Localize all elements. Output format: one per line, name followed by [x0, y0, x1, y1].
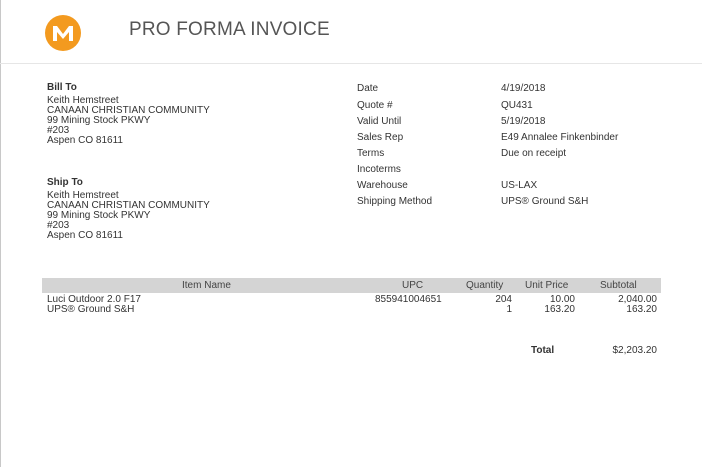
row2-unit-price: 163.20 — [544, 304, 575, 315]
warehouse-label: Warehouse — [357, 180, 408, 191]
page-left-border — [0, 0, 1, 467]
terms-label: Terms — [357, 148, 385, 159]
total-value: $2,203.20 — [612, 345, 657, 356]
sales-rep-value: E49 Annalee Finkenbinder — [501, 132, 619, 143]
row1-upc: 855941004651 — [375, 294, 442, 305]
valid-until-label: Valid Until — [357, 116, 402, 127]
sales-rep-label: Sales Rep — [357, 132, 404, 143]
quote-value: QU431 — [501, 100, 533, 111]
bill-to-section — [47, 83, 210, 146]
row1-quantity: 204 — [495, 294, 512, 305]
ship-to-city: Aspen CO 81611 — [47, 230, 123, 241]
bill-to-company: CANAAN CHRISTIAN COMMUNITY — [47, 105, 210, 116]
col-quantity: Quantity — [466, 280, 504, 291]
row2-subtotal: 163.20 — [626, 304, 657, 315]
bill-to-street: 99 Mining Stock PKWY — [47, 115, 151, 126]
ship-to-unit: #203 — [47, 220, 70, 231]
bill-to-city: Aspen CO 81611 — [47, 135, 123, 146]
terms-value: Due on receipt — [501, 148, 567, 159]
shipping-method-label: Shipping Method — [357, 196, 433, 207]
date-value: 4/19/2018 — [501, 83, 546, 94]
ship-to-company: CANAAN CHRISTIAN COMMUNITY — [47, 200, 210, 211]
row1-item: Luci Outdoor 2.0 F17 — [47, 294, 141, 305]
bill-to-name: Keith Hemstreet — [47, 95, 119, 106]
shipping-method-value: UPS® Ground S&H — [501, 196, 589, 207]
row1-subtotal: 2,040.00 — [618, 294, 657, 305]
col-subtotal: Subtotal — [600, 280, 637, 291]
date-label: Date — [357, 83, 379, 94]
quote-label: Quote # — [357, 100, 393, 111]
bill-to-unit: #203 — [47, 125, 70, 136]
col-item-name: Item Name — [182, 280, 231, 291]
header-divider — [0, 63, 702, 64]
row2-item: UPS® Ground S&H — [47, 304, 135, 315]
ship-to-section — [47, 178, 210, 241]
warehouse-value: US-LAX — [501, 180, 538, 191]
ship-to-heading: Ship To — [47, 177, 83, 188]
total-label: Total — [531, 345, 555, 356]
ship-to-street: 99 Mining Stock PKWY — [47, 210, 151, 221]
ship-to-name: Keith Hemstreet — [47, 190, 119, 201]
col-upc: UPC — [402, 280, 424, 291]
incoterms-label: Incoterms — [357, 164, 401, 175]
bill-to-heading: Bill To — [47, 82, 77, 93]
valid-until-value: 5/19/2018 — [501, 116, 546, 127]
m-logo-icon — [45, 15, 81, 51]
items-table-header — [42, 278, 661, 293]
row2-quantity: 1 — [506, 304, 512, 315]
col-unit-price: Unit Price — [525, 280, 569, 291]
row1-unit-price: 10.00 — [549, 294, 575, 305]
page-title: PRO FORMA INVOICE — [129, 19, 330, 40]
